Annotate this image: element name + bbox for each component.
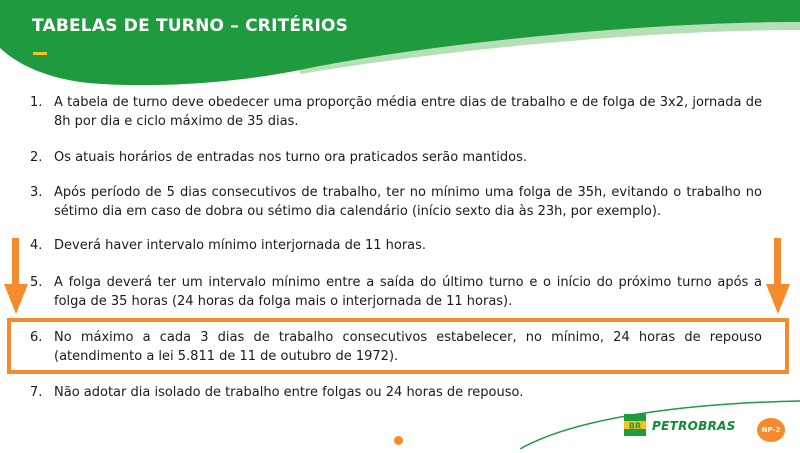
highlight-box (7, 318, 789, 374)
item-text: No máximo a cada 3 dias de trabalho consecutivos estabelecer, no mínimo, 24 horas de repouso (atendimento a lei 5.811 de 11 de outubro de 1972). (54, 330, 762, 364)
page-badge: NP-2 (757, 418, 785, 442)
item-text: Os atuais horários de entradas nos turno ora praticados serão mantidos. (54, 150, 528, 165)
criteria-item-2 (30, 148, 762, 167)
decorative-dot (394, 436, 403, 445)
item-text: A folga deverá ter um intervalo mínimo entre a saída do último turno e o início do próximo turno após a folga de 35 horas (24 horas da folga mais o interjornada de 11 horas). (54, 275, 762, 309)
item-text: Deverá haver intervalo mínimo interjornada de 11 horas. (54, 238, 427, 253)
slide-title: TABELAS DE TURNO – CRITÉRIOS (32, 16, 349, 36)
svg-text:BR: BR (628, 421, 642, 431)
item-number: 3. (30, 185, 43, 200)
criteria-item-4 (30, 236, 762, 255)
criteria-item-5 (30, 273, 762, 311)
item-text: Após período de 5 dias consecutivos de trabalho, ter no mínimo uma folga de 35h, evitando o trabalho no sétimo dia em caso de dobra ou sétimo dia calendário (início sexto dia às 23h, por exemplo). (54, 185, 762, 219)
item-number: 2. (30, 150, 43, 165)
petrobras-br-logo-icon (624, 414, 646, 436)
item-number: 1. (30, 95, 43, 110)
header-band (0, 0, 800, 95)
criteria-item-3 (30, 183, 762, 221)
criteria-item-1 (30, 93, 762, 131)
item-number: 4. (30, 238, 43, 253)
title-accent-bar (33, 52, 47, 55)
item-number: 5. (30, 275, 43, 290)
item-number: 6. (30, 330, 43, 345)
item-text: Não adotar dia isolado de trabalho entre folgas ou 24 horas de repouso. (54, 385, 524, 400)
item-number: 7. (30, 385, 43, 400)
down-arrow-icon (2, 238, 30, 316)
brand-name: PETROBRAS (652, 419, 736, 433)
down-arrow-icon (764, 238, 792, 316)
item-text: A tabela de turno deve obedecer uma proporção média entre dias de trabalho e de folga de 3x2, jornada de 8h por dia e ciclo máximo de 35 dias. (54, 95, 762, 129)
